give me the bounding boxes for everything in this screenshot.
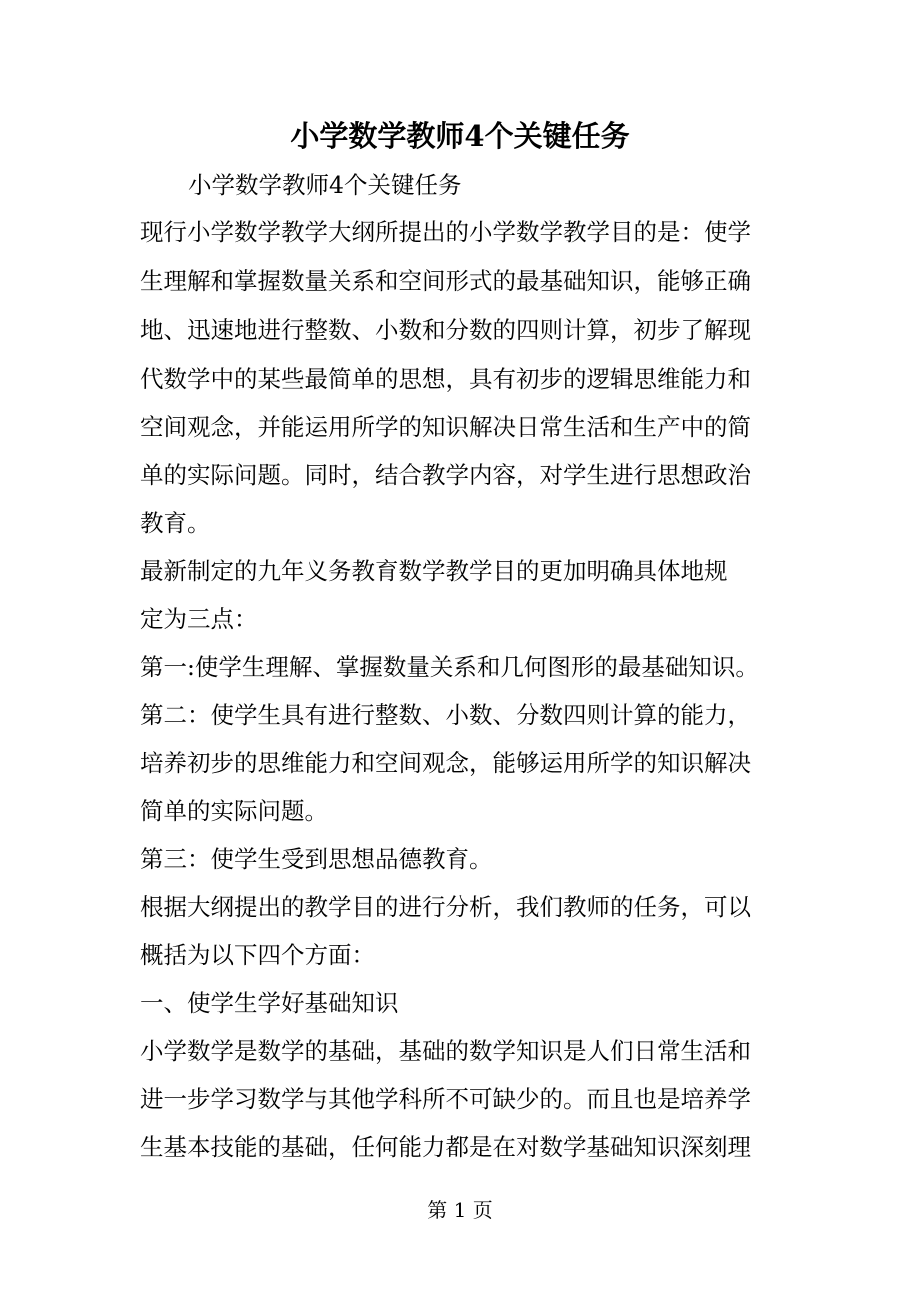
text-line: 第二：使学生具有进行整数、小数、分数四则计算的能力， <box>140 701 751 729</box>
text-line: 培养初步的思维能力和空间观念，能够运用所学的知识解决 <box>140 749 751 777</box>
text-line: 第一:使学生理解、掌握数量关系和几何图形的最基础知识。 <box>140 653 759 681</box>
text-line: 简单的实际问题。 <box>140 797 328 825</box>
text-line: 生基本技能的基础，任何能力都是在对数学基础知识深刻理 <box>140 1133 751 1161</box>
text-line: 生理解和掌握数量关系和空间形式的最基础知识，能够正确 <box>140 267 751 295</box>
text-line: 定为三点： <box>140 605 258 633</box>
text-line: 概括为以下四个方面： <box>140 941 375 969</box>
text-line: 代数学中的某些最简单的思想，具有初步的逻辑思维能力和 <box>140 365 751 393</box>
text-line: 地、迅速地进行整数、小数和分数的四则计算，初步了解现 <box>140 316 751 344</box>
section-heading: 一、使学生学好基础知识 <box>140 989 399 1017</box>
text-line: 最新制定的九年义务教育数学教学目的更加明确具体地规 <box>140 557 728 585</box>
text-line: 现行小学数学教学大纲所提出的小学数学教学目的是：使学 <box>140 218 751 246</box>
text-line: 空间观念，并能运用所学的知识解决日常生活和生产中的简 <box>140 413 751 441</box>
text-line: 小学数学是数学的基础，基础的数学知识是人们日常生活和 <box>140 1037 751 1065</box>
text-line: 单的实际问题。同时，结合教学内容，对学生进行思想政治 <box>140 461 751 489</box>
document-title: 小学数学教师4个关键任务 <box>290 119 630 153</box>
text-line: 根据大纲提出的教学目的进行分析，我们教师的任务，可以 <box>140 893 751 921</box>
text-line: 教育。 <box>140 509 211 537</box>
text-line: 进一步学习数学与其他学科所不可缺少的。而且也是培养学 <box>140 1085 751 1113</box>
text-line: 第三：使学生受到思想品德教育。 <box>140 845 493 873</box>
page-number: 第 1 页 <box>427 1198 493 1222</box>
document-subtitle: 小学数学教师4个关键任务 <box>188 171 462 199</box>
